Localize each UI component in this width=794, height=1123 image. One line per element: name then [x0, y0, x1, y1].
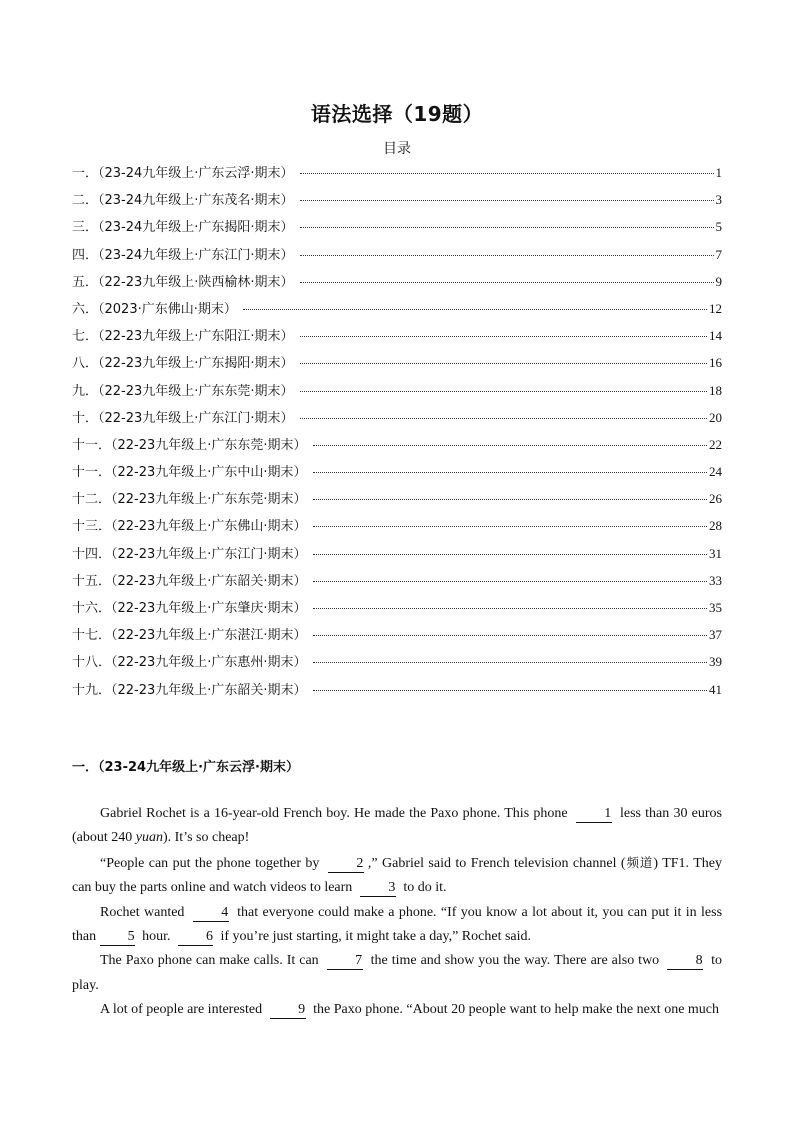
- passage-text: The Paxo phone can make calls. It can: [100, 953, 319, 969]
- blank-4[interactable]: 4: [193, 905, 229, 922]
- toc-entry-page: 7: [715, 246, 722, 262]
- toc-entry-page: 28: [709, 518, 722, 534]
- passage-text: ). It’s so cheap!: [162, 830, 250, 846]
- toc-dot-leader: [313, 553, 707, 555]
- toc-entry[interactable]: [72, 244, 722, 271]
- toc-dot-leader: [313, 661, 707, 663]
- toc-entry-page: 1: [715, 165, 722, 180]
- toc-heading: 目录: [383, 141, 411, 157]
- toc-entry[interactable]: [72, 407, 722, 434]
- passage-text: “People can put the phone together by: [100, 855, 320, 871]
- toc-entry-label: 九．（22-23九年级上·广东东莞·期末）: [72, 383, 294, 399]
- toc-entry-label: 十二．（22-23九年级上·广东东莞·期末）: [72, 492, 307, 508]
- toc-dot-leader: [300, 199, 714, 201]
- passage-text: if you’re just starting, it might take a day,” Rochet said.: [220, 929, 532, 945]
- passage-text: that everyone could make a phone. “If you know a lot about it, you can put it in less than: [72, 904, 723, 945]
- toc-entry-page: 18: [709, 382, 722, 398]
- toc-entry[interactable]: [72, 461, 722, 488]
- passage-italic: yuan: [135, 830, 163, 846]
- passage-text: ,” Gabriel said to French television channel (: [367, 855, 626, 871]
- toc-entry-page: 22: [709, 436, 722, 452]
- toc-entry-label: 十八．（22-23九年级上·广东惠州·期末）: [72, 655, 307, 671]
- paragraph-4: [72, 949, 722, 998]
- toc-entry-label: 七．（22-23九年级上·广东阳江·期末）: [72, 329, 294, 345]
- section-heading: 一．（23-24九年级上·广东云浮·期末）: [72, 760, 299, 775]
- toc-entry-label: 二．（23-24九年级上·广东茂名·期末）: [72, 193, 294, 209]
- toc-entry[interactable]: [72, 325, 722, 352]
- toc-dot-leader: [313, 471, 707, 473]
- toc-entry[interactable]: [72, 679, 722, 706]
- toc-entry-page: 14: [709, 328, 722, 344]
- blank-1[interactable]: 1: [576, 806, 612, 823]
- toc-entry-label: 一．（23-24九年级上·广东云浮·期末）: [72, 166, 294, 181]
- toc-dot-leader: [300, 390, 707, 392]
- toc-dot-leader: [300, 335, 707, 337]
- toc-dot-leader: [313, 689, 707, 691]
- toc-entry-page: 3: [715, 192, 722, 208]
- toc-dot-leader: [313, 634, 707, 636]
- toc-entry-label: 十一．（22-23九年级上·广东东莞·期末）: [72, 437, 307, 453]
- toc-entry[interactable]: [72, 434, 722, 461]
- passage-chinese: 频道: [625, 854, 654, 870]
- blank-7[interactable]: 7: [327, 953, 363, 970]
- toc-entry-label: 六．（2023·广东佛山·期末）: [72, 301, 237, 317]
- blank-3[interactable]: 3: [360, 880, 396, 897]
- toc-entry-label: 三．（23-24九年级上·广东揭阳·期末）: [72, 220, 294, 236]
- toc-dot-leader: [313, 444, 707, 446]
- toc-entry[interactable]: [72, 515, 722, 542]
- blank-6[interactable]: 6: [178, 929, 213, 946]
- toc-entry-page: 16: [709, 355, 722, 371]
- passage-text: hour.: [142, 929, 171, 945]
- passage: [72, 802, 722, 1023]
- toc-entry-page: 41: [709, 681, 722, 697]
- blank-8[interactable]: 8: [667, 953, 703, 970]
- table-of-contents: [72, 162, 722, 706]
- toc-entry-label: 十三．（22-23九年级上·广东佛山·期末）: [72, 519, 307, 535]
- toc-dot-leader: [300, 226, 714, 228]
- paragraph-5: [72, 998, 722, 1022]
- passage-text: A lot of people are interested: [100, 1002, 263, 1018]
- toc-dot-leader: [300, 172, 714, 174]
- toc-entry[interactable]: [72, 570, 722, 597]
- toc-entry-label: 十九．（22-23九年级上·广东韶关·期末）: [72, 682, 307, 698]
- toc-dot-leader: [300, 362, 707, 364]
- blank-2[interactable]: 2: [328, 856, 364, 873]
- toc-entry-page: 24: [709, 464, 722, 480]
- toc-entry[interactable]: [72, 651, 722, 678]
- passage-text: to do it.: [403, 880, 447, 896]
- toc-dot-leader: [243, 308, 707, 310]
- passage-text: Gabriel Rochet is a 16-year-old French boy. He made the Paxo phone. This phone: [100, 806, 568, 821]
- blank-5[interactable]: 5: [100, 929, 135, 946]
- toc-entry-label: 十七．（22-23九年级上·广东湛江·期末）: [72, 628, 307, 644]
- toc-entry-page: 20: [709, 409, 722, 425]
- paragraph-3: [72, 901, 722, 950]
- toc-entry[interactable]: [72, 543, 722, 570]
- toc-entry-label: 四．（23-24九年级上·广东江门·期末）: [72, 247, 294, 263]
- toc-entry[interactable]: [72, 298, 722, 325]
- toc-entry-page: 39: [709, 654, 722, 670]
- passage-text: to play.: [72, 953, 723, 993]
- passage-text: the time and show you the way. There are also two: [370, 953, 660, 969]
- toc-entry-page: 33: [709, 572, 722, 588]
- toc-dot-leader: [313, 580, 707, 582]
- toc-entry-page: 5: [715, 219, 722, 235]
- toc-entry-page: 26: [709, 491, 722, 507]
- paragraph-1: [72, 802, 722, 851]
- toc-dot-leader: [313, 498, 707, 500]
- toc-entry-page: 12: [709, 300, 722, 316]
- toc-entry-label: 八．（22-23九年级上·广东揭阳·期末）: [72, 356, 294, 372]
- toc-entry-page: 35: [709, 600, 722, 615]
- passage-text: Rochet wanted: [100, 904, 185, 920]
- toc-dot-leader: [313, 607, 707, 609]
- toc-entry[interactable]: [72, 352, 722, 379]
- toc-entry[interactable]: [72, 624, 722, 651]
- blank-9[interactable]: 9: [270, 1002, 306, 1019]
- toc-entry-label: 十五．（22-23九年级上·广东韶关·期末）: [72, 573, 307, 589]
- toc-entry-label: 十一．（22-23九年级上·广东中山·期末）: [72, 465, 307, 481]
- toc-entry[interactable]: [72, 488, 722, 515]
- toc-entry-page: 37: [709, 627, 722, 643]
- toc-dot-leader: [313, 525, 707, 527]
- toc-entry-label: 十四．（22-23九年级上·广东江门·期末）: [72, 546, 307, 562]
- toc-dot-leader: [300, 417, 707, 419]
- toc-entry-page: 31: [709, 545, 722, 561]
- toc-dot-leader: [300, 281, 714, 283]
- toc-entry[interactable]: [72, 597, 722, 624]
- toc-entry-label: 十．（22-23九年级上·广东江门·期末）: [72, 410, 294, 426]
- toc-entry[interactable]: [72, 380, 722, 407]
- toc-entry[interactable]: [72, 271, 722, 298]
- passage-text: the Paxo phone. “About 20 people want to help make the next one much: [313, 1002, 720, 1018]
- toc-entry[interactable]: [72, 216, 722, 243]
- passage-text: less than 30 euros (about 240: [72, 806, 722, 846]
- toc-entry[interactable]: [72, 189, 722, 216]
- toc-entry-label: 五．（22-23九年级上·陕西榆林·期末）: [72, 274, 294, 290]
- passage-text: ) TF1. They can buy the parts online and watch videos to learn: [72, 855, 723, 896]
- toc-dot-leader: [300, 254, 714, 256]
- toc-entry-label: 十六．（22-23九年级上·广东肇庆·期末）: [72, 601, 307, 616]
- toc-entry[interactable]: [72, 162, 722, 189]
- paragraph-2: [72, 851, 722, 901]
- toc-entry-page: 9: [715, 273, 722, 289]
- document-title: 语法选择（19题）: [310, 102, 484, 126]
